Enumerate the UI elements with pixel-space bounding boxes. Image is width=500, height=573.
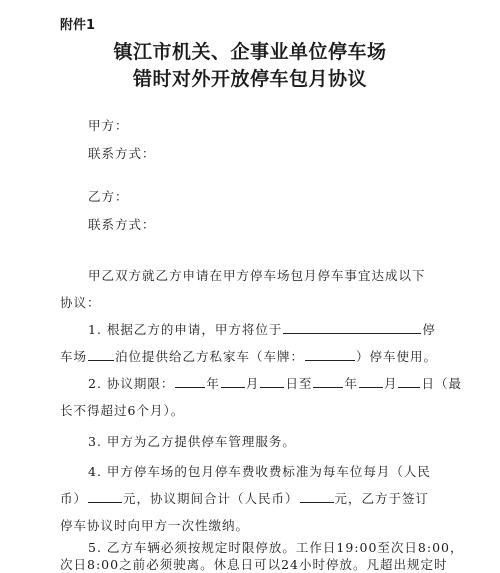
attachment-label: 附件1: [60, 18, 96, 33]
clause-1-text-d: 泊位提供给乙方私家车（车牌：: [115, 349, 305, 364]
end-year-blank: [313, 375, 343, 388]
start-day-blank: [260, 375, 284, 388]
clause-1-line-2: [60, 347, 437, 365]
clause-5-line-2: 次日8:00之前必须驶离。休息日可以24小时停放。凡超出规定时: [60, 557, 448, 572]
clause-3: 3. 甲方为乙方提供停车管理服务。: [88, 434, 296, 449]
end-month-blank: [359, 375, 383, 388]
party-a-contact-label: 联系方式：: [88, 146, 156, 161]
document-title-line-2: 错时对外开放停车包月协议: [132, 68, 367, 90]
clause-2-line-1: [88, 374, 462, 392]
total-fee-blank: [300, 490, 334, 503]
clause-4-text-c: 元，乙方于签订: [334, 491, 430, 506]
year-label: 年: [206, 376, 220, 391]
clause-1-text-e: ）停车使用。: [356, 349, 438, 364]
clause-1-line-1: [88, 320, 436, 338]
location-blank: [283, 321, 421, 334]
month-label: 月: [383, 376, 398, 391]
document-title-line-1: 镇江市机关、企事业单位停车场: [113, 41, 387, 63]
party-a-label: 甲方：: [88, 118, 129, 133]
parking-slot-blank: [88, 348, 114, 361]
clause-4-text-b: 元，协议期间合计（人民币）: [123, 491, 299, 506]
start-year-blank: [175, 375, 205, 388]
clause-4-line-2: [60, 489, 429, 507]
monthly-fee-blank: [88, 490, 122, 503]
day-label: 日（最: [421, 376, 462, 391]
clause-1-text-a: 1. 根据乙方的申请，甲方将位于: [88, 322, 283, 337]
clause-4-text-a: 币）: [60, 491, 88, 506]
intro-line-2: 协议：: [60, 295, 101, 310]
clause-5-line-1: 5. 乙方车辆必须按规定时限停放。工作日19:00至次日8:00，: [88, 540, 464, 555]
party-b-contact-label: 联系方式：: [88, 217, 156, 232]
clause-2-text-a: 2. 协议期限：: [88, 376, 175, 391]
clause-4-line-1: 4. 甲方停车场的包月停车费收费标准为每车位每月（人民: [88, 464, 431, 479]
clause-4-line-3: 停车协议时向甲方一次性缴纳。: [60, 518, 250, 533]
month-label: 月: [245, 376, 260, 391]
license-plate-blank: [305, 348, 355, 361]
start-month-blank: [221, 375, 245, 388]
intro-line-1: 甲乙双方就乙方申请在甲方停车场包月停车事宜达成以下: [88, 268, 426, 283]
end-day-blank: [398, 375, 420, 388]
clause-1-text-c: 车场: [60, 349, 88, 364]
clause-1-text-b: 停: [422, 322, 436, 337]
year-label: 年: [344, 376, 358, 391]
clause-2-line-2: 长不得超过6个月）。: [60, 403, 185, 418]
party-b-label: 乙方：: [88, 189, 129, 204]
day-to-label: 日至: [285, 376, 313, 391]
